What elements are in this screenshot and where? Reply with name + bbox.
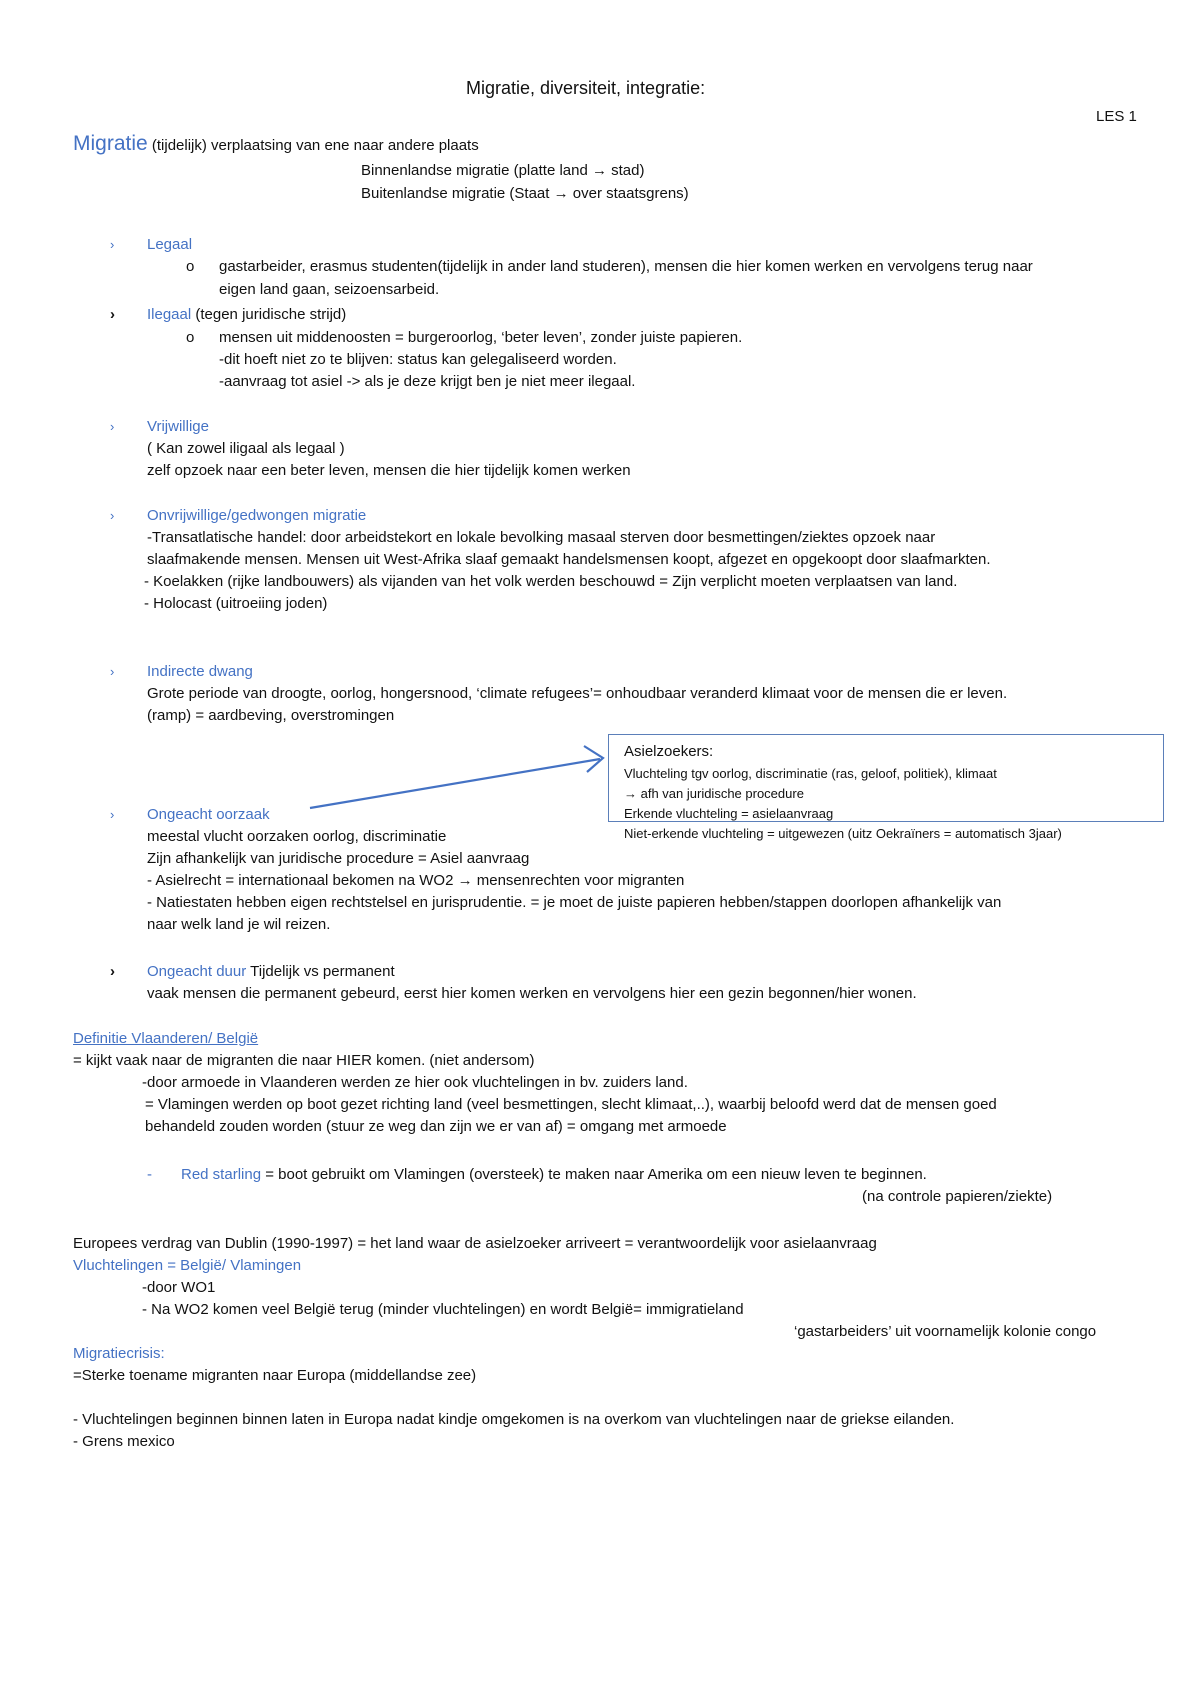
ilegaal-line-3: -aanvraag tot asiel -> als je deze krijgt ben je niet meer ilegaal. — [219, 373, 636, 390]
crisis-heading: Migratiecrisis: — [73, 1345, 165, 1362]
onvrijwillige-line-3: - Koelakken (rijke landbouwers) als vijanden van het volk werden beschouwd = Zijn verplicht moeten verplaatsen van land. — [144, 573, 958, 590]
legaal-line-1: gastarbeider, erasmus studenten(tijdelijk in ander land studeren), mensen die hier komen werken en vervolgens terug naar — [219, 258, 1033, 275]
vrijwillige-label: Vrijwillige — [147, 418, 209, 435]
asiel-heading: Asielzoekers: — [624, 743, 714, 760]
bullet-icon: › — [110, 306, 115, 323]
buitenlandse-migratie: Buitenlandse migratie (Staat → over staatsgrens) — [361, 185, 689, 202]
indirecte-line-1: Grote periode van droogte, oorlog, hongersnood, ‘climate refugees’= onhoudbaar veranderd klimaat voor de mensen die er leven. — [147, 685, 1008, 702]
duur-label: Ongeacht duur — [147, 963, 247, 980]
duur-rest: Tijdelijk vs permanent — [246, 963, 395, 980]
sub-bullet-icon: o — [186, 258, 195, 275]
bullet-icon: › — [110, 237, 115, 252]
asiel-line-4: Niet-erkende vluchteling = uitgewezen (uitz Oekraïners = automatisch 3jaar) — [624, 826, 1062, 841]
asiel-line-1: Vluchteling tgv oorlog, discriminatie (ras, geloof, politiek), klimaat — [624, 766, 997, 781]
vluchtelingen-line-3: ‘gastarbeiders’ uit voornamelijk kolonie congo — [794, 1323, 1097, 1340]
red-starling-line — [181, 1164, 927, 1185]
binnenlandse-migratie: Binnenlandse migratie (platte land → stad) — [361, 162, 645, 179]
definitie-line-2: -door armoede in Vlaanderen werden ze hier ook vluchtelingen in bv. zuiders land. — [142, 1074, 688, 1091]
crisis-line-2: - Vluchtelingen beginnen binnen laten in Europa nadat kindje omgekomen is na overkom van vluchtelingen naar de griekse eilanden. — [73, 1411, 955, 1428]
oorzaak-label: Ongeacht oorzaak — [147, 806, 270, 823]
onvrijwillige-line-4: - Holocast (uitroeiing joden) — [144, 595, 328, 612]
crisis-line-3: - Grens mexico — [73, 1433, 175, 1450]
vluchtelingen-heading: Vluchtelingen = België/ Vlamingen — [73, 1257, 302, 1274]
migratie-definition: (tijdelijk) verplaatsing van ene naar andere plaats — [147, 137, 479, 154]
lesson-number: LES 1 — [1096, 108, 1137, 125]
bullet-icon: › — [110, 963, 115, 980]
vluchtelingen-line-1: -door WO1 — [142, 1279, 216, 1296]
oorzaak-line-5: naar welk land je wil reizen. — [147, 916, 331, 933]
red-starling-line-2: (na controle papieren/ziekte) — [862, 1188, 1053, 1205]
dublin-line: Europees verdrag van Dublin (1990-1997) = het land waar de asielzoeker arriveert = verantwoordelijk voor asielaanvraag — [73, 1235, 877, 1252]
vrijwillige-line-1: ( Kan zowel iligaal als legaal ) — [147, 440, 345, 457]
legaal-line-2: eigen land gaan, seizoensarbeid. — [219, 281, 440, 298]
ilegaal-rest: (tegen juridische strijd) — [191, 306, 347, 323]
definitie-line-4: behandeld zouden worden (stuur ze weg dan zijn we er van af) = omgang met armoede — [145, 1118, 727, 1135]
duur-line-1: vaak mensen die permanent gebeurd, eerst hier komen werken en vervolgens hier een gezin begonnen/hier wonen. — [147, 985, 917, 1002]
red-starling-rest: = boot gebruikt om Vlamingen (oversteek) te maken naar Amerika om een nieuw leven te beginnen. — [261, 1166, 927, 1183]
definitie-line-3: = Vlamingen werden op boot gezet richting land (veel besmettingen, slecht klimaat,..), waarbij beloofd werd dat de mensen goed — [145, 1096, 997, 1113]
dash-icon: - — [147, 1166, 152, 1183]
vluchtelingen-line-2: - Na WO2 komen veel België terug (minder vluchtelingen) en wordt België= immigratieland — [142, 1301, 744, 1318]
definitie-line-1: = kijkt vaak naar de migranten die naar HIER komen. (niet andersom) — [73, 1052, 535, 1069]
legaal-label: Legaal — [147, 236, 193, 253]
oorzaak-line-2: Zijn afhankelijk van juridische procedure = Asiel aanvraag — [147, 850, 530, 867]
onvrijwillige-line-1: -Transatlatische handel: door arbeidstekort en lokale bevolking masaal sterven door besmettingen/ziektes opzoek naar — [147, 529, 936, 546]
asiel-line-3: Erkende vluchteling = asielaanvraag — [624, 806, 834, 821]
indirecte-line-2: (ramp) = aardbeving, overstromingen — [147, 707, 395, 724]
onvrijwillige-label: Onvrijwillige/gedwongen migratie — [147, 507, 367, 524]
vrijwillige-line-2: zelf opzoek naar een beter leven, mensen die hier tijdelijk komen werken — [147, 462, 631, 479]
red-starling-label: Red starling — [181, 1166, 262, 1183]
duur-line — [147, 961, 395, 982]
ilegaal-line-2: -dit hoeft niet zo te blijven: status kan gelegaliseerd worden. — [219, 351, 617, 368]
definitie-heading[interactable]: Definitie Vlaanderen/ België — [73, 1030, 259, 1047]
migratie-term: Migratie — [73, 132, 148, 155]
onvrijwillige-line-2: slaafmakende mensen. Mensen uit West-Afrika slaaf gemaakt handelsmensen koopt, afgezet en opgekoopt door slaafmarkten. — [147, 551, 991, 568]
bullet-icon: › — [110, 419, 115, 434]
bullet-icon: › — [110, 508, 115, 523]
crisis-line-1: =Sterke toename migranten naar Europa (middellandse zee) — [73, 1367, 477, 1384]
bullet-icon: › — [110, 807, 115, 822]
sub-bullet-icon: o — [186, 329, 195, 346]
bullet-icon: › — [110, 664, 115, 679]
page-title: Migratie, diversiteit, integratie: — [466, 78, 706, 98]
ilegaal-line-1: mensen uit middenoosten = burgeroorlog, ‘beter leven’, zonder juiste papieren. — [219, 329, 743, 346]
asiel-line-2: → afh van juridische procedure — [624, 786, 804, 801]
oorzaak-line-3: - Asielrecht = internationaal bekomen na WO2 → mensenrechten voor migranten — [147, 872, 685, 889]
oorzaak-line-1: meestal vlucht oorzaken oorlog, discriminatie — [147, 828, 447, 845]
indirecte-label: Indirecte dwang — [147, 663, 253, 680]
ilegaal-label: Ilegaal — [147, 306, 192, 323]
oorzaak-line-4: - Natiestaten hebben eigen rechtstelsel en jurisprudentie. = je moet de juiste papieren hebben/stappen doorlopen afhankelijk van — [147, 894, 1002, 911]
